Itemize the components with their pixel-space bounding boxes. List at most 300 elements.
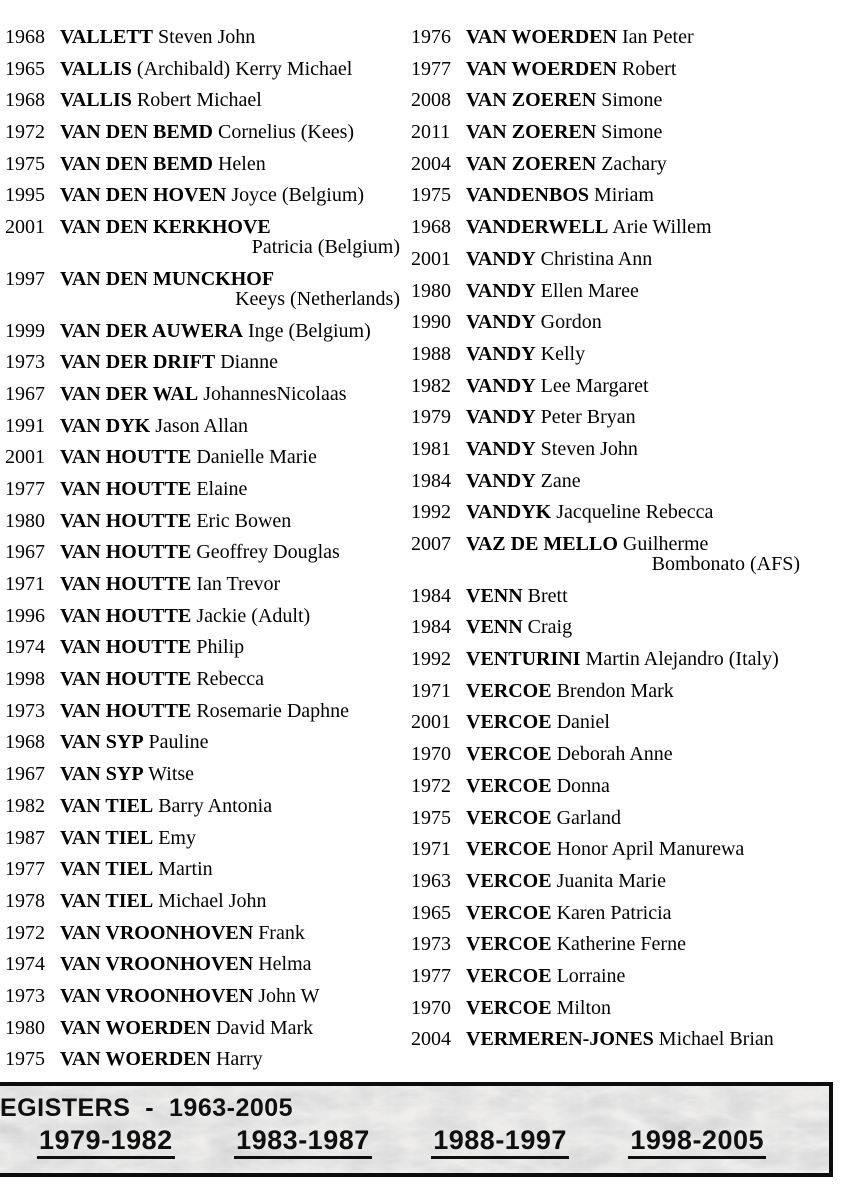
- register-bar-title: EGISTERS - 1963-2005: [0, 1094, 294, 1122]
- entry-year: 2011: [411, 121, 451, 144]
- entry-surname: VAN WOERDEN: [60, 1048, 211, 1071]
- entry-year: 1980: [411, 279, 451, 302]
- year-range-link[interactable]: 1998-2005: [628, 1125, 766, 1159]
- register-entry: [5, 217, 400, 257]
- entry-year: 1967: [5, 541, 45, 564]
- entry-surname: VERCOE: [466, 996, 552, 1019]
- entry-year: 1965: [5, 57, 45, 80]
- entry-given-names: Joyce (Belgium): [226, 184, 365, 207]
- entry-surname: VAN HOUTTE: [60, 509, 192, 532]
- entry-surname: VAN TIEL: [60, 794, 154, 817]
- entry-year: 1988: [411, 342, 451, 365]
- entry-year: 1995: [5, 184, 45, 207]
- entry-given-names: Honor April Manurewa: [551, 838, 745, 861]
- entry-name: [466, 534, 800, 574]
- entry-surname: VANDY: [466, 247, 536, 270]
- entry-year: 1973: [5, 351, 45, 374]
- entry-surname: VAN TIEL: [60, 826, 154, 849]
- entry-given-names: Lorraine: [551, 964, 626, 987]
- register-entry: [5, 542, 400, 562]
- entry-surname: VANDY: [466, 342, 536, 365]
- register-entry: [411, 744, 800, 764]
- register-entry: [411, 1029, 800, 1049]
- entry-name: [466, 649, 800, 669]
- entry-name: [466, 966, 800, 986]
- entry-year: 1968: [5, 731, 45, 754]
- entry-year: 1965: [411, 901, 451, 924]
- entry-name: [466, 934, 800, 954]
- entry-surname: VAN WOERDEN: [466, 57, 617, 80]
- entry-given-names: Guilherme: [617, 533, 709, 555]
- entry-name: [466, 90, 800, 110]
- entry-name: [60, 891, 400, 911]
- entry-given-names: Daniel: [551, 711, 610, 734]
- entry-name: [466, 681, 800, 701]
- entry-surname: VAN HOUTTE: [60, 477, 192, 500]
- entry-given-names: Christina Ann: [535, 247, 653, 270]
- entry-given-names: Steven John: [535, 437, 638, 460]
- entry-given-names: Cornelius (Kees): [212, 121, 355, 144]
- entry-name: [466, 154, 800, 174]
- entry-year: 1984: [411, 616, 451, 639]
- entry-surname: VAN DEN MUNCKHOF: [60, 267, 275, 290]
- register-entry: [411, 217, 800, 237]
- entry-surname: VAN TIEL: [60, 858, 154, 881]
- register-entry: [5, 606, 400, 626]
- entry-given-names: Miriam: [589, 184, 654, 207]
- entry-name: [60, 796, 400, 816]
- entry-name: [60, 479, 400, 499]
- register-bar: [0, 1082, 833, 1177]
- entry-given-names: Simone: [596, 121, 663, 144]
- register-entry: [411, 59, 800, 79]
- entry-surname: VALLIS: [60, 89, 132, 112]
- entry-given-names: Robert: [616, 57, 677, 80]
- entry-surname: VANDY: [466, 311, 536, 334]
- entry-surname: VAN WOERDEN: [466, 26, 617, 48]
- entry-name: [466, 998, 800, 1018]
- register-entry: [5, 669, 400, 689]
- entry-given-names: Gordon: [535, 311, 602, 334]
- entry-surname: VAN HOUTTE: [60, 636, 192, 659]
- entry-given-names: Donna: [551, 774, 610, 797]
- entry-year: 1970: [411, 743, 451, 766]
- entry-year: 1971: [5, 573, 45, 595]
- register-entry: [411, 122, 800, 142]
- entry-year: 2001: [5, 446, 45, 469]
- entry-year: 1977: [411, 964, 451, 987]
- register-entry: [411, 185, 800, 205]
- entry-surname: VAN TIEL: [60, 889, 154, 912]
- entry-year: 1971: [411, 679, 451, 702]
- entry-given-names: Karen Patricia: [551, 901, 672, 924]
- register-entry: [411, 617, 800, 637]
- entry-given-names: Elaine: [191, 477, 248, 500]
- entry-surname: VAN ZOEREN: [466, 89, 597, 112]
- entry-given-names: Michael Brian: [653, 1028, 774, 1051]
- entry-given-names: Rosemarie Daphne: [191, 699, 350, 722]
- register-entry: [411, 249, 800, 269]
- entry-given-names: Jackie (Adult): [191, 604, 311, 627]
- register-entry: [411, 376, 800, 396]
- entry-surname: VERMEREN-JONES: [466, 1028, 654, 1051]
- entry-given-names: Milton: [551, 996, 612, 1019]
- register-entry: [411, 154, 800, 174]
- register-entry: [411, 502, 800, 522]
- entry-given-names: Kelly: [535, 342, 586, 365]
- entry-name: [466, 376, 800, 396]
- entry-year: 1997: [5, 267, 45, 290]
- entry-surname: VENN: [466, 584, 523, 607]
- entry-name: [60, 154, 400, 174]
- entry-given-names: Eric Bowen: [191, 509, 292, 532]
- entry-name: [466, 471, 800, 491]
- entry-given-names: Brendon Mark: [551, 679, 674, 702]
- entry-given-names: Harry: [210, 1048, 263, 1071]
- entry-year: 1990: [411, 311, 451, 334]
- register-entry: [411, 712, 800, 732]
- register-entry: [5, 637, 400, 657]
- entry-year: 1975: [5, 152, 45, 175]
- entry-surname: VANDY: [466, 437, 536, 460]
- register-column-right: [400, 27, 800, 1081]
- entry-given-names: Lee Margaret: [535, 374, 649, 397]
- entry-given-names: Craig: [522, 616, 573, 639]
- entry-surname: VERCOE: [466, 933, 552, 956]
- entry-name: [466, 871, 800, 891]
- entry-name: [466, 439, 800, 459]
- entry-year: 1968: [5, 89, 45, 112]
- register-entry: [5, 574, 400, 594]
- entry-year: 1999: [5, 319, 45, 342]
- entry-surname: VAN DER WAL: [60, 382, 199, 405]
- entry-year: 1974: [5, 636, 45, 659]
- entry-given-names: Martin Alejandro (Italy): [580, 648, 779, 671]
- entry-surname: VERCOE: [466, 869, 552, 892]
- entry-surname: VAN HOUTTE: [60, 699, 192, 722]
- register-entry: [411, 903, 800, 923]
- entry-surname: VERCOE: [466, 806, 552, 829]
- register-entry: [5, 154, 400, 174]
- entry-year: 1973: [5, 984, 45, 1007]
- register-entry: [411, 534, 800, 574]
- register-entry: [5, 447, 400, 467]
- entry-year: 1982: [5, 794, 45, 817]
- entry-name: [60, 574, 400, 594]
- register-entry: [5, 828, 400, 848]
- register-entry: [5, 764, 400, 784]
- entry-given-names: Brett: [522, 584, 568, 607]
- year-range-link[interactable]: 1988-1997: [431, 1125, 569, 1159]
- entry-year: 1977: [5, 858, 45, 881]
- entry-name: [60, 986, 400, 1006]
- entry-surname: VAN ZOEREN: [466, 121, 597, 144]
- entry-given-names: Michael John: [153, 889, 267, 912]
- entry-name: [466, 502, 800, 522]
- entry-surname: VALLIS: [60, 57, 132, 80]
- entry-surname: VERCOE: [466, 679, 552, 702]
- entry-year: 1967: [5, 763, 45, 786]
- register-entry: [5, 122, 400, 142]
- entry-surname: VAN VROONHOVEN: [60, 953, 254, 976]
- entry-name: [466, 312, 800, 332]
- register-entry: [5, 90, 400, 110]
- entry-surname: VAN DER AUWERA: [60, 319, 243, 342]
- entry-surname: VERCOE: [466, 711, 552, 734]
- register-bar-content: [0, 1086, 829, 1173]
- entry-given-names: Katherine Ferne: [551, 933, 686, 956]
- entry-surname: VAN VROONHOVEN: [60, 921, 254, 944]
- entry-name: [466, 249, 800, 269]
- entry-name: [60, 27, 400, 47]
- entry-name: [60, 701, 400, 721]
- entry-name: [60, 669, 400, 689]
- register-entry: [411, 808, 800, 828]
- register-entry: [5, 352, 400, 372]
- entry-name: [466, 808, 800, 828]
- entry-name: [466, 281, 800, 301]
- entry-name: [60, 352, 400, 372]
- entry-year: 1972: [5, 921, 45, 944]
- register-entry: [5, 27, 400, 47]
- entry-given-names: Helma: [253, 953, 312, 976]
- register-entry: [5, 1018, 400, 1038]
- entry-name-continuation: Keeys (Netherlands): [235, 287, 400, 310]
- entry-name: [466, 59, 800, 79]
- entry-name: [60, 511, 400, 531]
- entry-surname: VALLETT: [60, 26, 154, 48]
- register-entry: [5, 891, 400, 911]
- entry-name: [466, 712, 800, 732]
- register-entry: [411, 27, 800, 47]
- entry-year: 1977: [5, 477, 45, 500]
- entry-year: 1970: [411, 996, 451, 1019]
- entry-year: 1968: [411, 216, 451, 239]
- register-entry: [411, 586, 800, 606]
- entry-year: 1982: [411, 374, 451, 397]
- entry-given-names: Jacqueline Rebecca: [551, 501, 714, 524]
- entry-surname: VAN DYK: [60, 414, 151, 437]
- entry-year: 1971: [411, 838, 451, 861]
- entry-given-names: Ellen Maree: [535, 279, 639, 302]
- entry-name: [466, 122, 800, 142]
- entry-year: 1975: [411, 806, 451, 829]
- entry-surname: VERCOE: [466, 743, 552, 766]
- entry-year: 1975: [411, 184, 451, 207]
- entry-name: [60, 606, 400, 626]
- entry-given-names: Zane: [535, 469, 581, 492]
- entry-year: 1976: [411, 26, 451, 48]
- entry-name: [60, 954, 400, 974]
- entry-name-continuation: Patricia (Belgium): [251, 236, 400, 259]
- entry-surname: VAN DEN HOVEN: [60, 184, 227, 207]
- entry-given-names: Simone: [596, 89, 663, 112]
- entry-year: 2001: [411, 711, 451, 734]
- entry-name: [60, 923, 400, 943]
- entry-surname: VAN SYP: [60, 763, 144, 786]
- register-entry: [5, 859, 400, 879]
- register-entry: [411, 407, 800, 427]
- entry-year: 1979: [411, 406, 451, 429]
- entry-name-continuation: Bombonato (AFS): [651, 553, 800, 575]
- entry-name: [466, 776, 800, 796]
- entry-surname: VAN DEN BEMD: [60, 121, 213, 144]
- register-entry: [5, 479, 400, 499]
- entry-given-names: Zachary: [596, 152, 667, 175]
- entry-year: 1978: [5, 889, 45, 912]
- register-entry: [411, 934, 800, 954]
- entry-name: [60, 1049, 400, 1069]
- entry-given-names: Arie Willem: [608, 216, 712, 239]
- register-entry: [411, 90, 800, 110]
- entry-year: 1972: [411, 774, 451, 797]
- register-entry: [411, 281, 800, 301]
- entry-surname: VAN VROONHOVEN: [60, 984, 254, 1007]
- entry-surname: VAN HOUTTE: [60, 668, 192, 691]
- entry-year: 2001: [5, 216, 45, 239]
- entry-given-names: Dianne: [215, 351, 278, 374]
- entry-year: 1980: [5, 509, 45, 532]
- entry-name: [466, 903, 800, 923]
- entry-surname: VANDY: [466, 469, 536, 492]
- entry-surname: VAN ZOEREN: [466, 152, 597, 175]
- entry-given-names: Philip: [191, 636, 245, 659]
- entry-year: 1984: [411, 584, 451, 607]
- register-entry: [411, 471, 800, 491]
- register-entry: [5, 416, 400, 436]
- year-range-link[interactable]: 1983-1987: [234, 1125, 372, 1159]
- entry-name: [60, 217, 400, 257]
- entry-surname: VAN HOUTTE: [60, 541, 192, 564]
- entry-name: [466, 27, 800, 47]
- entry-name: [466, 617, 800, 637]
- year-range-link[interactable]: 1979-1982: [37, 1125, 175, 1159]
- entry-given-names: Witse: [143, 763, 195, 786]
- entry-surname: VANDYK: [466, 501, 552, 524]
- entry-given-names: Jason Allan: [150, 414, 248, 437]
- entry-surname: VAN SYP: [60, 731, 144, 754]
- entry-given-names: Juanita Marie: [551, 869, 666, 892]
- register-entry: [5, 796, 400, 816]
- entry-year: 1996: [5, 604, 45, 627]
- entry-year: 1981: [411, 437, 451, 460]
- entry-year: 1975: [5, 1048, 45, 1071]
- entry-year: 2007: [411, 533, 451, 555]
- register-entry: [5, 384, 400, 404]
- register-entry: [5, 954, 400, 974]
- entry-surname: VAN DEN KERKHOVE: [60, 216, 271, 239]
- entry-surname: VAN HOUTTE: [60, 573, 192, 595]
- entry-year: 1991: [5, 414, 45, 437]
- entry-name: [60, 59, 400, 79]
- entry-surname: VAN DER DRIFT: [60, 351, 216, 374]
- register-entry: [5, 732, 400, 752]
- register-entry: [5, 269, 400, 309]
- entry-name: [466, 586, 800, 606]
- register-entry: [411, 998, 800, 1018]
- entry-given-names: Barry Antonia: [153, 794, 273, 817]
- register-entry: [411, 839, 800, 859]
- entry-given-names: Garland: [551, 806, 621, 829]
- entry-year: 2004: [411, 152, 451, 175]
- entry-name: [60, 859, 400, 879]
- entry-given-names: Deborah Anne: [551, 743, 673, 766]
- entry-surname: VANDY: [466, 374, 536, 397]
- entry-given-names: Helen: [212, 152, 266, 175]
- entry-year: 1972: [5, 121, 45, 144]
- entry-surname: VERCOE: [466, 901, 552, 924]
- register-entry: [411, 312, 800, 332]
- register-entry: [5, 701, 400, 721]
- entry-name: [466, 839, 800, 859]
- register-entry: [411, 649, 800, 669]
- register-entry: [5, 511, 400, 531]
- register-entry: [411, 681, 800, 701]
- entry-name: [60, 764, 400, 784]
- register-entry: [5, 923, 400, 943]
- entry-surname: VERCOE: [466, 774, 552, 797]
- entry-given-names: Martin: [153, 858, 213, 881]
- entry-surname: VANDY: [466, 406, 536, 429]
- entry-given-names: Peter Bryan: [535, 406, 636, 429]
- entry-surname: VAN DEN BEMD: [60, 152, 213, 175]
- entry-surname: VAN WOERDEN: [60, 1016, 211, 1039]
- entry-given-names: Emy: [153, 826, 196, 849]
- entry-year: 1973: [5, 699, 45, 722]
- entry-surname: VAN HOUTTE: [60, 446, 192, 469]
- entry-name: [60, 447, 400, 467]
- entry-name: [466, 407, 800, 427]
- entry-given-names: Rebecca: [191, 668, 265, 691]
- entry-given-names: Danielle Marie: [191, 446, 317, 469]
- register-column-left: [0, 27, 400, 1081]
- register-entry: [411, 871, 800, 891]
- entry-name: [60, 732, 400, 752]
- entry-surname: VERCOE: [466, 964, 552, 987]
- entry-year: 1987: [5, 826, 45, 849]
- register-entry: [5, 59, 400, 79]
- entry-year: 1998: [5, 668, 45, 691]
- entry-name: [60, 542, 400, 562]
- entry-surname: VAZ DE MELLO: [466, 533, 618, 555]
- entry-name: [60, 637, 400, 657]
- entry-surname: VANDENBOS: [466, 184, 589, 207]
- entry-year: 1973: [411, 933, 451, 956]
- register-entry: [411, 439, 800, 459]
- entry-year: 1967: [5, 382, 45, 405]
- entry-given-names: (Archibald) Kerry Michael: [131, 57, 353, 80]
- register-entry: [411, 344, 800, 364]
- entry-given-names: Ian Peter: [616, 26, 694, 48]
- entry-name: [60, 416, 400, 436]
- entry-given-names: Steven John: [153, 26, 256, 48]
- entry-given-names: Pauline: [143, 731, 209, 754]
- entry-name: [60, 384, 400, 404]
- register-entry: [5, 321, 400, 341]
- entry-surname: VANDY: [466, 279, 536, 302]
- entry-year: 2001: [411, 247, 451, 270]
- entry-given-names: David Mark: [210, 1016, 314, 1039]
- entry-name: [466, 744, 800, 764]
- entry-year: 1968: [5, 26, 45, 48]
- entry-year: 1977: [411, 57, 451, 80]
- entry-name: [466, 1029, 800, 1049]
- entry-surname: VERCOE: [466, 838, 552, 861]
- entry-year: 1963: [411, 869, 451, 892]
- year-range-links: [0, 1123, 829, 1159]
- entry-year: 1974: [5, 953, 45, 976]
- entry-given-names: JohannesNicolaas: [198, 382, 347, 405]
